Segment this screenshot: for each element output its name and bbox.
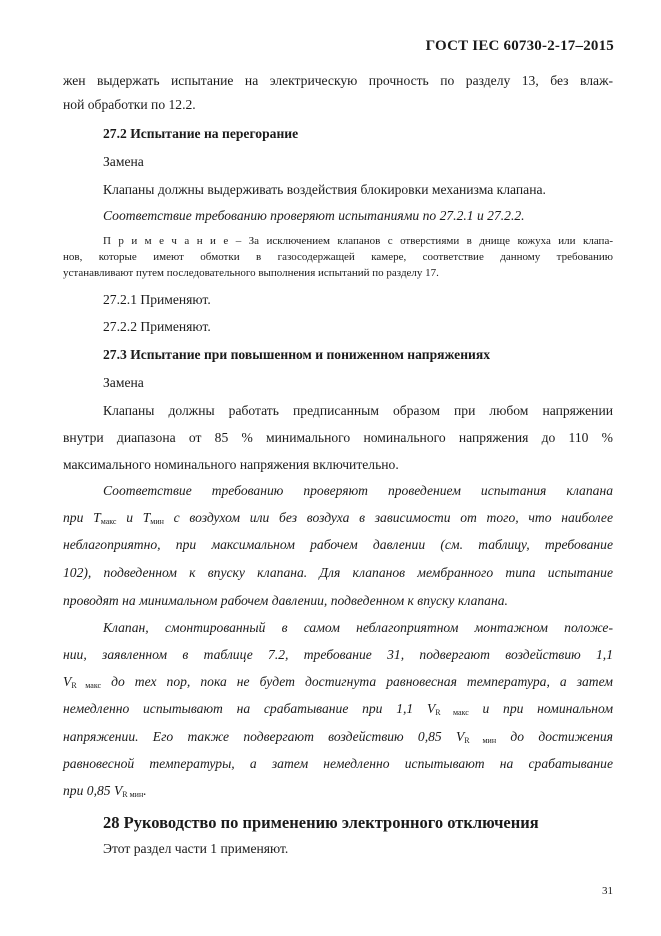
paragraph-line: Клапаны должны выдерживать воздействия блокировки механизма клапана. [103, 182, 546, 197]
compliance-line: Соответствие требованию проверяют испытаниями по 27.2.1 и 27.2.2. [103, 208, 525, 223]
note-label: П р и м е ч а н и е [103, 235, 229, 247]
paragraph-line: ной обработки по 12.2. [63, 97, 196, 112]
replacement-label: Замена [103, 375, 144, 390]
paragraph-line: максимального номинального напряжения включительно. [63, 457, 399, 472]
compliance-line: Соответствие требованию проверяют проведением испытания клапана [103, 483, 613, 498]
document-id-header: ГОСТ IEC 60730-2-17–2015 [425, 38, 614, 54]
section-heading-27-3: 27.3 Испытание при повышенном и пониженном напряжениях [103, 347, 491, 362]
test-procedure-line: Клапан, смонтированный в самом неблагоприятном монтажном положе- [103, 620, 613, 635]
test-procedure-line: нии, заявленном в таблице 7.2, требование 31, подвергают воздействию 1,1 [63, 647, 613, 662]
paragraph-line: внутри диапазона от 85 % минимального номинального напряжения до 110 % [63, 430, 613, 445]
compliance-line: при $T_{макс}$ и $T_{мин}$ с воздухом или без воздуха в зависимости от того, что наиболее [63, 510, 614, 526]
paragraph-line: Клапаны должны работать предписанным образом при любом напряжении [103, 403, 613, 418]
paragraph-line: жен выдержать испытание на электрическую прочность по разделу 13, без влаж- [63, 73, 613, 88]
page-number: 31 [602, 885, 613, 897]
compliance-line: неблагоприятно, при максимальном рабочем давлении (см. таблицу, требование [63, 537, 613, 552]
test-procedure-line: при 0,85 $V_{R мин}$. [63, 783, 147, 799]
test-procedure-line: немедленно испытывают на срабатывание при 1,1 $V_{R макс}$ и при номинальном [63, 701, 614, 717]
note-line: П р и м е ч а н и е – За исключением клапанов с отверстиями в днище кожуха или клапа- [103, 235, 613, 247]
test-procedure-line: равновесной температуры, а затем немедленно испытывают на срабатывание [63, 756, 613, 771]
test-procedure-line: напряжении. Его также подвергают воздействию 0,85 $V_{R мин}$ до достижения [63, 729, 614, 745]
compliance-line: проводят на минимальном рабочем давлении, подведенном к впуску клапана. [63, 593, 508, 608]
compliance-line: 102), подведенном к впуску клапана. Для клапанов мембранного типа испытание [63, 565, 613, 580]
note-line: устанавливают путем последовательного выполнения испытаний по разделу 17. [63, 267, 439, 279]
paragraph-line: Этот раздел части 1 применяют. [103, 841, 289, 856]
replacement-label: Замена [103, 154, 144, 169]
section-heading-28: 28 Руководство по применению электронного отключения [103, 813, 539, 832]
subclause-27-2-1: 27.2.1 Применяют. [103, 292, 211, 307]
test-procedure-line: $V_{R макс}$ до тех пор, пока не будет достигнута равновесная температура, а затем [63, 674, 613, 690]
subclause-27-2-2: 27.2.2 Применяют. [103, 319, 211, 334]
section-heading-27-2: 27.2 Испытание на перегорание [103, 126, 299, 141]
note-line: нов, которые имеют обмотки в газосодержащей камере, соответствие данному требованию [63, 251, 613, 263]
